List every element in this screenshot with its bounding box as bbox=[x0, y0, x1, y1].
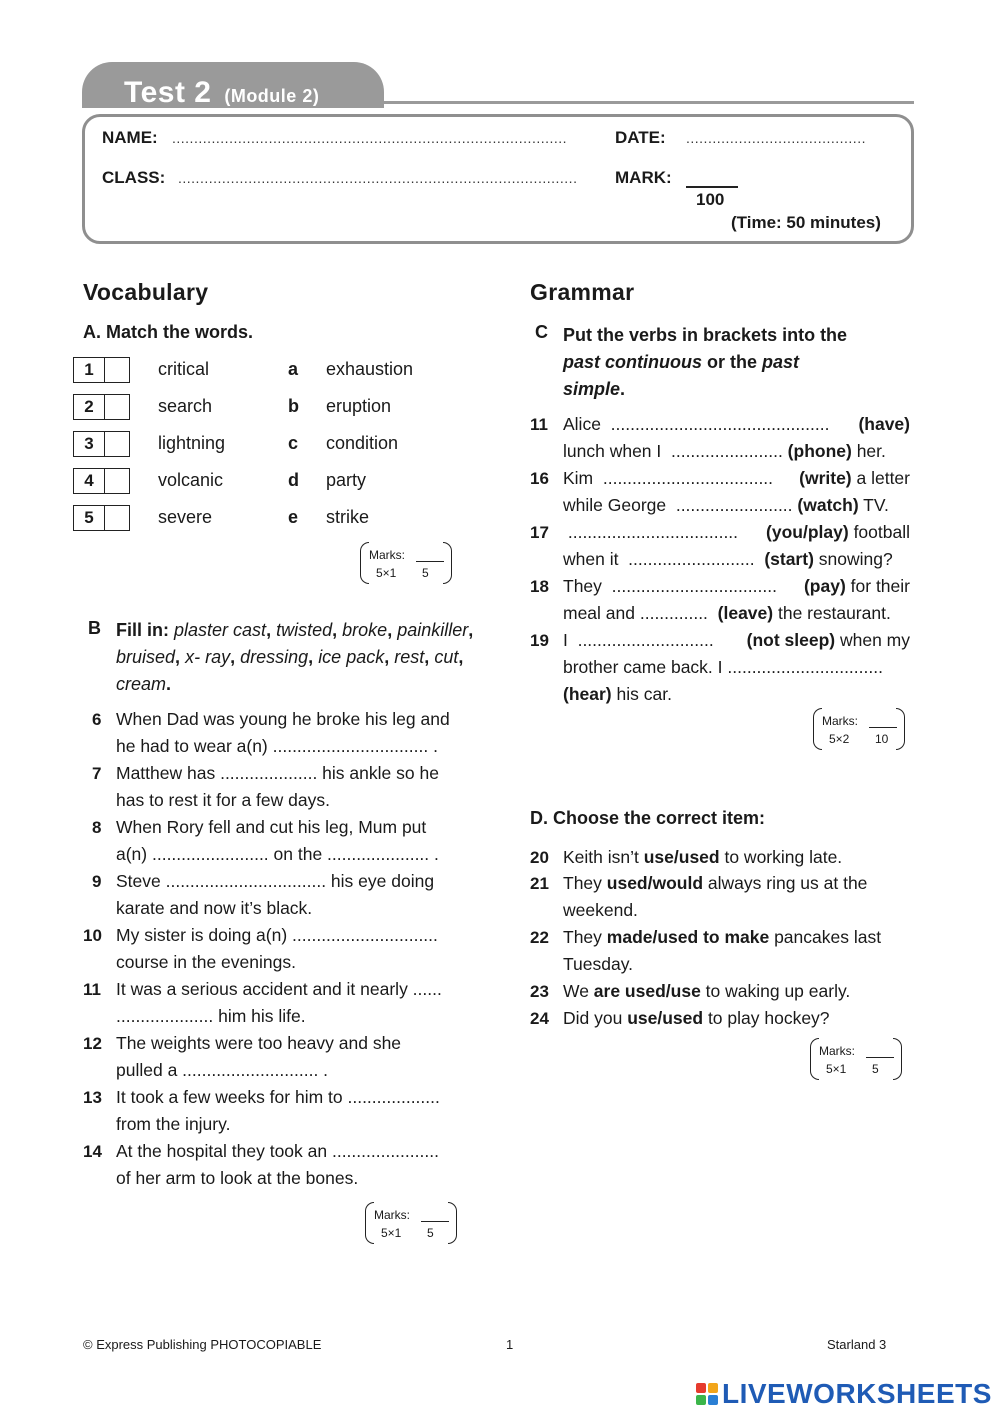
item-line[interactable]: Matthew has .................... his ankle so he bbox=[116, 763, 439, 783]
word-separator: , bbox=[332, 620, 338, 640]
line-text: ................................... bbox=[563, 522, 739, 542]
match-word: search bbox=[158, 396, 213, 416]
item-number: 9 bbox=[92, 872, 102, 891]
match-row-box bbox=[73, 468, 130, 494]
verb-line-1[interactable] bbox=[563, 522, 910, 543]
match-letter: a bbox=[288, 359, 299, 379]
choice-line-2: weekend. bbox=[563, 900, 638, 920]
choice-line[interactable] bbox=[563, 1008, 830, 1029]
verb-line-2[interactable] bbox=[563, 441, 886, 462]
line-text: when it .......................... bbox=[563, 549, 765, 569]
word-separator: , bbox=[308, 647, 314, 667]
word-bank-item: x- ray bbox=[185, 647, 231, 667]
match-word: volcanic bbox=[158, 470, 224, 490]
verb-line-2[interactable] bbox=[563, 495, 889, 516]
item-number: 6 bbox=[92, 710, 102, 729]
fill-in-label: Fill in: bbox=[116, 620, 169, 640]
verb-prompt: (watch) bbox=[797, 495, 859, 515]
match-number: 5 bbox=[74, 506, 105, 530]
word-separator: , bbox=[458, 647, 464, 667]
item-line[interactable]: karate and now it’s black. bbox=[116, 898, 313, 918]
word-separator: , bbox=[468, 620, 474, 640]
item-number: 11 bbox=[530, 415, 548, 434]
verb-prompt: (not sleep) bbox=[746, 630, 836, 650]
line-tail: football bbox=[848, 522, 910, 542]
word-bank-item: dressing bbox=[240, 647, 309, 667]
line-tail: his car. bbox=[611, 684, 672, 704]
line-verb bbox=[804, 576, 910, 597]
line-tail: TV. bbox=[858, 495, 889, 515]
item-line[interactable]: Steve ................................. his eye doing bbox=[116, 871, 435, 891]
liveworksheets-brand[interactable] bbox=[696, 1378, 992, 1410]
line-tail: snowing? bbox=[813, 549, 893, 569]
word-bank-item: cream bbox=[116, 674, 167, 694]
match-answer: exhaustion bbox=[326, 359, 414, 379]
item-line[interactable]: It was a serious accident and it nearly ...... bbox=[116, 979, 442, 999]
line-tail: always ring us at the bbox=[703, 873, 868, 893]
item-number: 19 bbox=[530, 631, 549, 650]
match-letter: d bbox=[288, 470, 299, 490]
marks-a-blank[interactable] bbox=[416, 561, 444, 562]
item-number: 16 bbox=[530, 469, 549, 488]
item-line[interactable]: has to rest it for a few days. bbox=[116, 790, 330, 810]
marks-b-blank[interactable] bbox=[421, 1221, 449, 1222]
line-text: They bbox=[563, 873, 607, 893]
item-line[interactable]: a(n) ........................ on the ..................... . bbox=[116, 844, 439, 864]
line-text: Kim ................................... bbox=[563, 468, 774, 488]
line-tail: the restaurant. bbox=[773, 603, 891, 623]
match-word: lightning bbox=[158, 433, 226, 453]
word-separator: , bbox=[266, 620, 272, 640]
match-answer: eruption bbox=[326, 396, 392, 416]
answer-box[interactable] bbox=[105, 469, 129, 493]
line-text: lunch when I ....................... bbox=[563, 441, 788, 461]
item-line[interactable]: When Dad was young he broke his leg and bbox=[116, 709, 450, 729]
section-d-heading: D. Choose the correct item: bbox=[530, 808, 766, 828]
match-answer: condition bbox=[326, 433, 399, 453]
verb-prompt: (have) bbox=[858, 414, 910, 434]
match-number: 4 bbox=[74, 469, 105, 493]
choice-options[interactable]: are used/use bbox=[593, 981, 701, 1001]
item-number: 13 bbox=[83, 1088, 102, 1107]
answer-box[interactable] bbox=[105, 358, 129, 382]
header-rule bbox=[384, 101, 914, 104]
line-tail: when my bbox=[835, 630, 910, 650]
word-bank-item: rest bbox=[394, 647, 425, 667]
mark-blank[interactable] bbox=[686, 186, 738, 188]
line-text: They .................................. bbox=[563, 576, 777, 596]
item-number: 17 bbox=[530, 523, 549, 542]
item-line[interactable]: The weights were too heavy and she bbox=[116, 1033, 402, 1053]
item-line[interactable]: from the injury. bbox=[116, 1114, 231, 1134]
verb-prompt: (hear) bbox=[563, 684, 612, 704]
item-number: 18 bbox=[530, 577, 549, 596]
item-number: 14 bbox=[83, 1142, 102, 1161]
word-bank-item: painkiller bbox=[397, 620, 469, 640]
title-text: Test 2 bbox=[124, 76, 212, 109]
verb-line-2[interactable] bbox=[563, 657, 883, 678]
line-text: Keith isn’t bbox=[563, 847, 644, 867]
verb-prompt: (phone) bbox=[787, 441, 852, 461]
line-text: while George ........................ bbox=[563, 495, 798, 515]
line-verb bbox=[799, 468, 910, 489]
name-label: NAME: bbox=[102, 128, 158, 147]
verb-line-1[interactable] bbox=[563, 630, 910, 651]
verb-line-1[interactable] bbox=[563, 468, 910, 489]
word-separator: , bbox=[387, 620, 393, 640]
module-text: (Module 2) bbox=[224, 86, 320, 106]
line-text: Did you bbox=[563, 1008, 628, 1028]
mark-label: MARK: bbox=[615, 168, 672, 187]
section-a-heading: A. Match the words. bbox=[83, 322, 254, 342]
page-number: 1 bbox=[506, 1337, 514, 1352]
match-row-box bbox=[73, 394, 130, 420]
line-tail: for their bbox=[845, 576, 910, 596]
item-number: 10 bbox=[83, 926, 102, 945]
brand-text: LIVEWORKSHEETS bbox=[722, 1378, 992, 1409]
item-number: 21 bbox=[530, 874, 549, 893]
match-answer: party bbox=[326, 470, 367, 490]
match-number: 1 bbox=[74, 358, 105, 382]
verb-prompt: (leave) bbox=[717, 603, 774, 623]
choice-line[interactable] bbox=[563, 927, 881, 948]
section-b-letter: B bbox=[88, 618, 101, 638]
item-number: 23 bbox=[530, 982, 549, 1001]
match-number: 3 bbox=[74, 432, 105, 456]
match-letter: e bbox=[288, 507, 299, 527]
match-row-box bbox=[73, 431, 130, 457]
marks-d-blank[interactable] bbox=[866, 1057, 894, 1058]
verb-prompt: (start) bbox=[764, 549, 814, 569]
section-c-letter: C bbox=[535, 322, 548, 342]
word-separator: . bbox=[166, 674, 172, 694]
line-tail: to working late. bbox=[719, 847, 843, 867]
line-text: brother came back. I ................................ bbox=[563, 657, 883, 677]
marks-box-b: Marks: 5×1 5 bbox=[365, 1202, 457, 1244]
item-number: 7 bbox=[92, 764, 102, 783]
word-separator: , bbox=[384, 647, 390, 667]
choice-line[interactable] bbox=[563, 981, 850, 1002]
line-text: meal and .............. bbox=[563, 603, 718, 623]
item-line[interactable]: he had to wear a(n) ................................ . bbox=[116, 736, 438, 756]
line-verb bbox=[747, 630, 910, 651]
marks-box-c: Marks: 5×2 10 bbox=[813, 708, 905, 750]
date-label: DATE: bbox=[615, 128, 666, 147]
choice-options[interactable]: use/used bbox=[643, 847, 720, 867]
word-separator: , bbox=[175, 647, 181, 667]
line-verb bbox=[858, 414, 910, 435]
item-number: 11 bbox=[83, 980, 101, 999]
verb-line-1[interactable] bbox=[563, 414, 910, 435]
choice-line[interactable] bbox=[563, 873, 867, 894]
marks-box-d: Marks: 5×1 5 bbox=[810, 1038, 902, 1080]
marks-box-a: Marks: 5×1 5 bbox=[360, 542, 452, 584]
mark-total: 100 bbox=[696, 190, 725, 209]
line-text: They bbox=[563, 927, 607, 947]
class-field[interactable]: ........................................................................................... bbox=[178, 170, 578, 186]
word-bank-item: cut bbox=[434, 647, 459, 667]
item-line[interactable]: course in the evenings. bbox=[116, 952, 296, 972]
line-text: Alice ............................................. bbox=[563, 414, 830, 434]
match-word: critical bbox=[158, 359, 210, 379]
class-label: CLASS: bbox=[102, 168, 166, 187]
match-row-box bbox=[73, 357, 130, 383]
verb-prompt: (write) bbox=[799, 468, 852, 488]
word-bank-item: broke bbox=[342, 620, 388, 640]
line-verb bbox=[766, 522, 910, 543]
word-bank-item: plaster cast bbox=[174, 620, 267, 640]
answer-box[interactable] bbox=[105, 432, 129, 456]
match-number: 2 bbox=[74, 395, 105, 419]
match-row-box bbox=[73, 505, 130, 531]
line-tail: pancakes last bbox=[769, 927, 882, 947]
choice-options[interactable]: used/would bbox=[606, 873, 704, 893]
line-text: We bbox=[563, 981, 594, 1001]
liveworksheets-logo-icon bbox=[696, 1383, 718, 1405]
item-line[interactable]: pulled a ............................ . bbox=[116, 1060, 329, 1080]
word-bank-item: ice pack bbox=[318, 647, 385, 667]
item-number: 12 bbox=[83, 1034, 102, 1053]
choice-options[interactable]: use/used bbox=[627, 1008, 704, 1028]
line-tail: her. bbox=[851, 441, 886, 461]
verb-line-2[interactable] bbox=[563, 603, 891, 624]
section-c-instruction: Put the verbs in brackets into the past continuous or the past simple. bbox=[563, 325, 848, 399]
test-title bbox=[124, 76, 319, 110]
grammar-heading: Grammar bbox=[530, 279, 635, 305]
word-bank-item: bruised bbox=[116, 647, 176, 667]
verb-line-2[interactable] bbox=[563, 549, 893, 570]
item-line[interactable]: My sister is doing a(n) .............................. bbox=[116, 925, 438, 945]
vocabulary-heading: Vocabulary bbox=[83, 279, 209, 305]
date-field[interactable]: ......................................... bbox=[686, 130, 866, 146]
word-bank bbox=[116, 620, 473, 694]
item-line[interactable]: When Rory fell and cut his leg, Mum put bbox=[116, 817, 427, 837]
word-separator: , bbox=[424, 647, 430, 667]
choice-options[interactable]: made/used to make bbox=[606, 927, 770, 947]
word-separator: , bbox=[230, 647, 236, 667]
line-tail: to play hockey? bbox=[703, 1008, 830, 1028]
item-line[interactable]: of her arm to look at the bones. bbox=[116, 1168, 359, 1188]
item-number: 20 bbox=[530, 848, 549, 867]
match-letter: c bbox=[288, 433, 299, 453]
line-tail: to waking up early. bbox=[700, 981, 851, 1001]
match-word: severe bbox=[158, 507, 213, 527]
copyright: © Express Publishing PHOTOCOPIABLE bbox=[83, 1337, 322, 1352]
book-name: Starland 3 bbox=[827, 1337, 887, 1352]
answer-box[interactable] bbox=[105, 395, 129, 419]
verb-prompt: (pay) bbox=[803, 576, 846, 596]
item-number: 8 bbox=[92, 818, 102, 837]
answer-box[interactable] bbox=[105, 506, 129, 530]
item-line[interactable]: At the hospital they took an ...................... bbox=[116, 1141, 439, 1161]
item-number: 24 bbox=[530, 1009, 549, 1028]
time-limit: (Time: 50 minutes) bbox=[731, 213, 881, 232]
match-answer: strike bbox=[326, 507, 370, 527]
word-bank-item: twisted bbox=[276, 620, 333, 640]
name-field[interactable]: .......................................................................................... bbox=[172, 130, 568, 146]
item-line[interactable]: .................... him his life. bbox=[116, 1006, 306, 1026]
verb-prompt: (you/play) bbox=[766, 522, 849, 542]
verb-line-3[interactable] bbox=[563, 684, 672, 705]
item-line[interactable]: It took a few weeks for him to ................... bbox=[116, 1087, 440, 1107]
choice-line[interactable] bbox=[563, 847, 842, 868]
choice-line-2: Tuesday. bbox=[563, 954, 634, 974]
line-text: I ............................ bbox=[563, 630, 724, 650]
line-tail: a letter bbox=[851, 468, 910, 488]
section-b-instruction bbox=[116, 617, 476, 698]
marks-c-blank[interactable] bbox=[869, 727, 897, 728]
item-number: 22 bbox=[530, 928, 549, 947]
verb-line-1[interactable] bbox=[563, 576, 910, 597]
match-letter: b bbox=[288, 396, 299, 416]
